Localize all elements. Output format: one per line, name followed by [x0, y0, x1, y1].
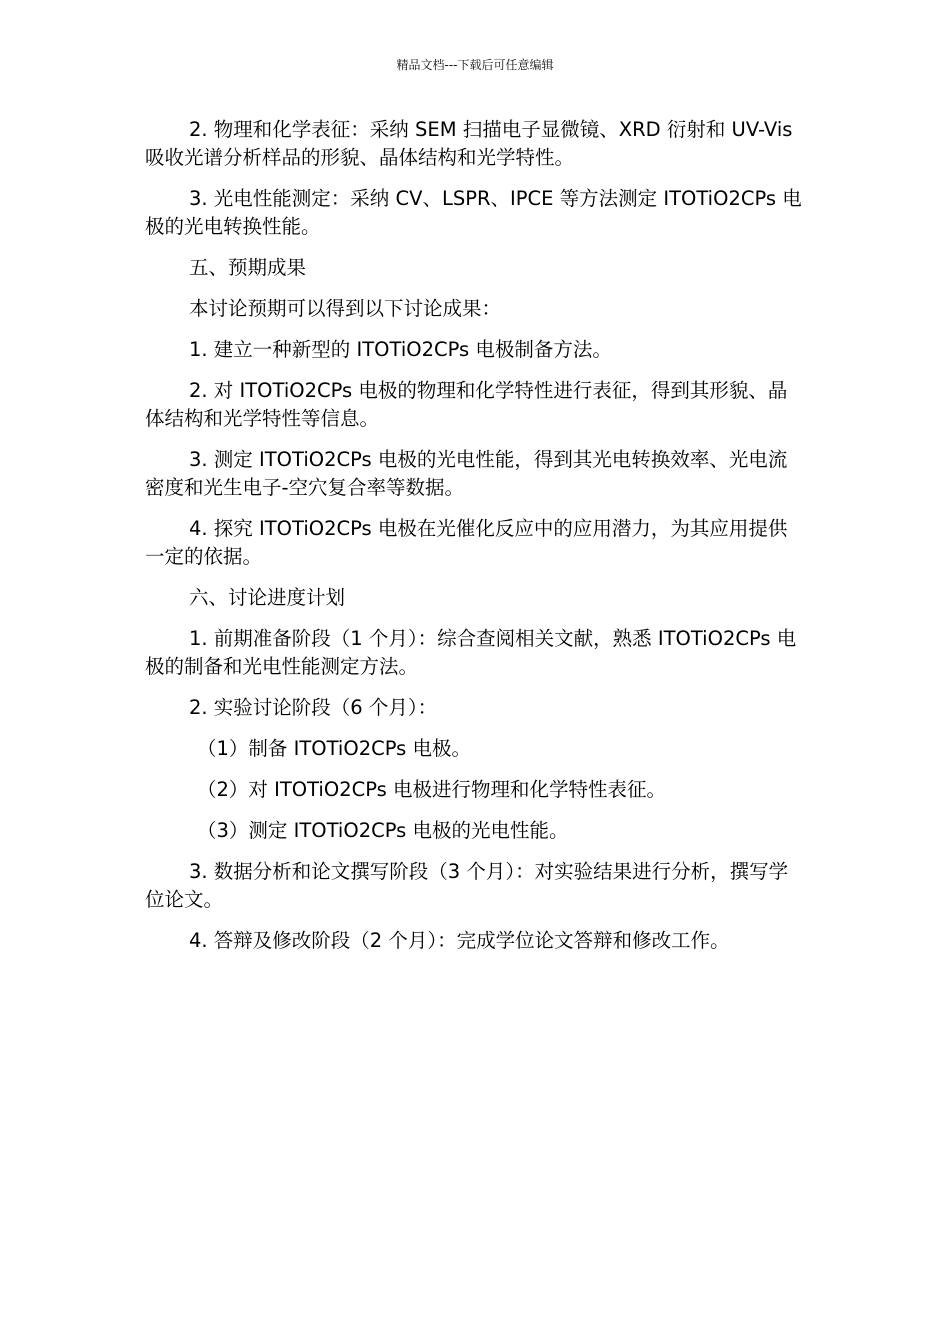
- page-header: 精品文档---下载后可任意编辑: [396, 58, 554, 72]
- paragraph-photoelectric-test: 3. 光电性能测定：采纳 CV、LSPR、IPCE 等方法测定 ITOTiO2CPs 电极的光电转换性能。: [145, 187, 802, 238]
- section-heading-schedule: 六、讨论进度计划: [189, 586, 346, 609]
- list-item-schedule-2: 2. 实验讨论阶段（6 个月）：: [189, 696, 438, 719]
- sub-item-schedule-2-2: （2）对 ITOTiO2CPs 电极进行物理和化学特性表征。: [197, 778, 666, 801]
- list-item-result-4: 4. 探究 ITOTiO2CPs 电极在光催化反应中的应用潜力，为其应用提供一定的依据。: [145, 517, 788, 568]
- list-item-schedule-1: 1. 前期准备阶段（1 个月）：综合查阅相关文献，熟悉 ITOTiO2CPs 电极的制备和光电性能测定方法。: [145, 627, 797, 678]
- list-item-schedule-4: 4. 答辩及修改阶段（2 个月）：完成学位论文答辩和修改工作。: [189, 929, 730, 952]
- paragraph-characterization: 2. 物理和化学表征：采纳 SEM 扫描电子显微镜、XRD 衍射和 UV-Vis 吸收光谱分析样品的形貌、晶体结构和光学特性。: [145, 118, 793, 169]
- document-body: [145, 116, 805, 968]
- list-item-result-3: 3. 测定 ITOTiO2CPs 电极的光电性能，得到其光电转换效率、光电流密度和光生电子-空穴复合率等数据。: [145, 448, 788, 499]
- sub-item-schedule-2-1: （1）制备 ITOTiO2CPs 电极。: [197, 737, 471, 760]
- section-heading-expected-results: 五、预期成果: [189, 256, 307, 279]
- sub-item-schedule-2-3: （3）测定 ITOTiO2CPs 电极的光电性能。: [197, 819, 569, 842]
- list-item-result-2: 2. 对 ITOTiO2CPs 电极的物理和化学特性进行表征，得到其形貌、晶体结构和光学特性等信息。: [145, 379, 788, 430]
- paragraph-results-intro: 本讨论预期可以得到以下讨论成果：: [189, 297, 502, 320]
- list-item-schedule-3: 3. 数据分析和论文撰写阶段（3 个月）：对实验结果进行分析，撰写学位论文。: [145, 860, 789, 911]
- list-item-result-1: 1. 建立一种新型的 ITOTiO2CPs 电极制备方法。: [189, 338, 612, 361]
